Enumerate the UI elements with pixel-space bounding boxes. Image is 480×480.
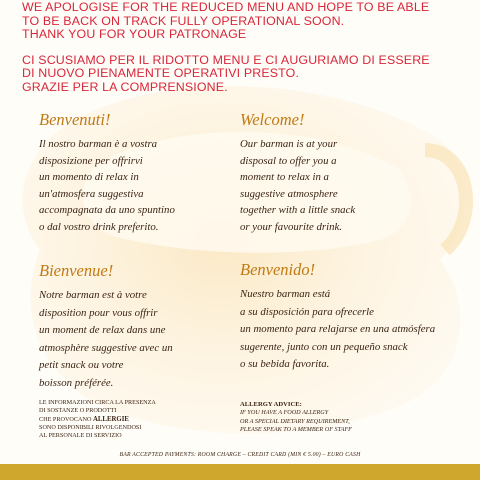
notice-line-it-3: GRAZIE PER LA COMPRENSIONE. (22, 79, 228, 94)
welcome-line: un momento di relax in (39, 171, 139, 184)
welcome-line: accompagnata da uno spuntino (39, 204, 175, 217)
welcome-line: together with a little snack (240, 204, 356, 217)
welcome-card-spanish (240, 260, 435, 374)
welcome-line: petit snack ou votre (39, 359, 124, 372)
welcome-text-french (39, 287, 173, 393)
welcome-text-italian (39, 136, 175, 236)
welcome-title-spanish: Benvenido! (240, 260, 316, 279)
welcome-line: un momento para relajarse en una atmósfera (240, 323, 436, 336)
welcome-line: Our barman is at your (240, 138, 338, 150)
welcome-line: moment to relax in a (240, 171, 329, 184)
accepted-payments: BAR ACCEPTED PAYMENTS: ROOM CHARGE – CREDIT CARD (MIN € 5.00) – EURO CASH (119, 452, 361, 458)
welcome-line: Notre barman est à votre (39, 289, 147, 301)
notice-line-it-2: DI NUOVO PIENAMENTE OPERATIVI PRESTO. (22, 66, 300, 80)
welcome-line: sugerente, junto con un pequeño snack (240, 340, 408, 353)
allergy-line: PLEASE SPEAK TO A MEMBER OF STAFF (240, 425, 352, 433)
notice-line-en-2: TO BE BACK ON TRACK FULLY OPERATIONAL SOON. (22, 13, 345, 28)
notice-line-it-1: CI SCUSIAMO PER IL RIDOTTO MENU E CI AUGURIAMO DI ESSERE (22, 52, 430, 67)
welcome-line: disposizione per offrirvi (39, 154, 143, 167)
welcome-line: un moment de relax dans une (39, 324, 166, 337)
welcome-line: Nuestro barman está (240, 288, 331, 300)
welcome-line: boisson préférée. (39, 376, 114, 389)
welcome-text-spanish (240, 286, 435, 374)
allergy-notice-italian (39, 399, 156, 440)
welcome-line: o su bebida favorita. (240, 358, 330, 371)
welcome-line: un'atmosfera suggestiva (39, 187, 144, 200)
notice-line-en-1: WE APOLOGISE FOR THE REDUCED MENU AND HOPE TO BE ABLE (22, 0, 430, 14)
welcome-title-italian: Benvenuti! (39, 110, 111, 129)
welcome-card-french (39, 261, 173, 393)
allergy-line: OR A SPECIAL DIETARY REQUIREMENT, (240, 417, 350, 425)
allergy-line: IF YOU HAVE A FOOD ALLERGY (240, 409, 329, 417)
welcome-card-english (240, 110, 355, 236)
allergy-line-prefix: CHE PROVOCANO (39, 415, 93, 423)
welcome-card-italian (39, 110, 175, 236)
allergy-heading: ALLERGY ADVICE: (240, 401, 302, 408)
notice-line-en-3: THANK YOU FOR YOUR PATRONAGE (22, 27, 247, 41)
welcome-line: Il nostro barman è a vostra (39, 138, 158, 150)
allergy-notice-english (240, 401, 352, 434)
footer-accent-bar (0, 464, 480, 480)
allergy-keyword: ALLERGIE (92, 415, 129, 423)
welcome-line: disposition pour vous offrir (39, 306, 158, 319)
welcome-line: or your favourite drink. (240, 220, 342, 233)
allergy-line: LE INFORMAZIONI CIRCA LA PRESENZA (39, 399, 156, 406)
allergy-line: DI SOSTANZE O PRODOTTI (39, 407, 117, 415)
allergy-line (39, 416, 156, 424)
welcome-line: suggestive atmosphere (240, 187, 338, 200)
allergy-line: SONO DISPONIBILI RIVOLGENDOSI (39, 423, 142, 431)
closure-notice (22, 1, 478, 94)
welcome-line: o dal vostro drink preferito. (39, 220, 159, 233)
welcome-title-french: Bienvenue! (39, 261, 114, 280)
allergy-line: AL PERSONALE DI SERVIZIO (39, 432, 122, 440)
welcome-text-english (240, 136, 355, 236)
welcome-line: a su disposición para ofrecerle (240, 305, 374, 318)
welcome-line: atmosphère suggestive avec un (39, 341, 173, 354)
welcome-title-english: Welcome! (240, 110, 305, 129)
welcome-line: disposal to offer you a (240, 154, 337, 167)
